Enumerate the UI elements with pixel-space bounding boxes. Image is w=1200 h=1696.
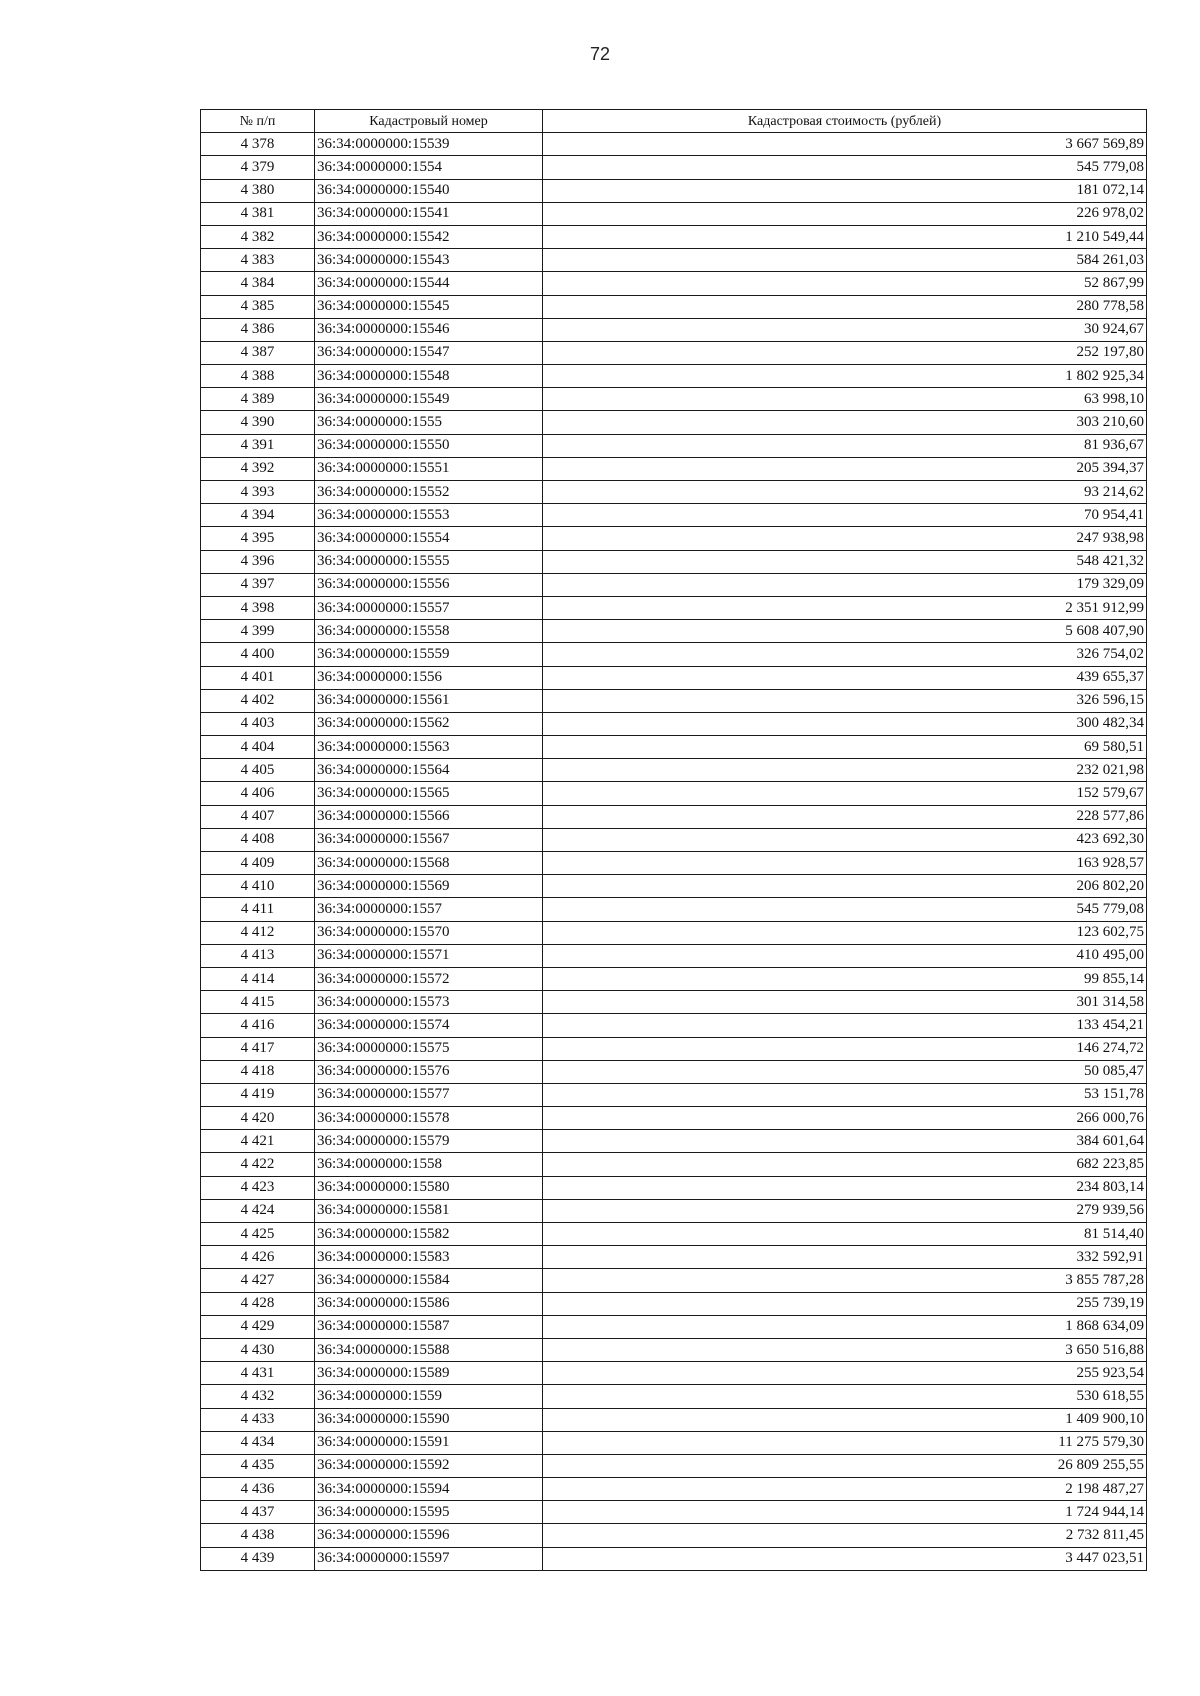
cadastral-number-cell: 36:34:0000000:15591 [315,1431,543,1454]
row-number-cell: 4 389 [201,388,315,411]
cadastral-value-cell: 3 667 569,89 [543,133,1147,156]
cadastral-value-cell: 69 580,51 [543,736,1147,759]
table-row [201,573,1147,596]
table-row [201,1315,1147,1338]
table-row [201,411,1147,434]
row-number-cell: 4 380 [201,179,315,202]
table-row [201,434,1147,457]
cadastral-value-cell: 410 495,00 [543,944,1147,967]
table-row [201,481,1147,504]
table-row [201,1501,1147,1524]
cadastral-number-cell: 36:34:0000000:15594 [315,1478,543,1501]
row-number-cell: 4 387 [201,341,315,364]
cadastral-number-cell: 36:34:0000000:15571 [315,944,543,967]
table-row [201,550,1147,573]
table-row [201,341,1147,364]
cadastral-value-cell: 5 608 407,90 [543,620,1147,643]
cadastral-number-cell: 36:34:0000000:15572 [315,967,543,990]
table-row [201,249,1147,272]
page-number: 72 [589,44,611,64]
table-row [201,1130,1147,1153]
row-number-cell: 4 432 [201,1385,315,1408]
cadastral-value-cell: 247 938,98 [543,527,1147,550]
table-row [201,179,1147,202]
cadastral-number-cell: 36:34:0000000:15578 [315,1107,543,1130]
table-row [201,133,1147,156]
table-row [201,272,1147,295]
cadastral-value-cell: 99 855,14 [543,967,1147,990]
cadastral-number-cell: 36:34:0000000:15580 [315,1176,543,1199]
cadastral-number-cell: 36:34:0000000:1554 [315,156,543,179]
table-row [201,156,1147,179]
table-row [201,225,1147,248]
row-number-cell: 4 405 [201,759,315,782]
cadastral-value-cell: 1 724 944,14 [543,1501,1147,1524]
cadastral-number-cell: 36:34:0000000:15576 [315,1060,543,1083]
table-row [201,1107,1147,1130]
cadastral-number-cell: 36:34:0000000:15584 [315,1269,543,1292]
cadastral-value-cell: 53 151,78 [543,1083,1147,1106]
row-number-cell: 4 419 [201,1083,315,1106]
cadastral-number-cell: 36:34:0000000:15559 [315,643,543,666]
row-number-cell: 4 424 [201,1199,315,1222]
cadastral-value-cell: 332 592,91 [543,1246,1147,1269]
cadastral-number-cell: 36:34:0000000:15545 [315,295,543,318]
cadastral-value-cell: 1 868 634,09 [543,1315,1147,1338]
cadastral-number-cell: 36:34:0000000:15579 [315,1130,543,1153]
table-row [201,1408,1147,1431]
cadastral-value-cell: 326 596,15 [543,689,1147,712]
row-number-cell: 4 427 [201,1269,315,1292]
row-number-cell: 4 416 [201,1014,315,1037]
cadastral-value-cell: 384 601,64 [543,1130,1147,1153]
cadastral-number-cell: 36:34:0000000:15595 [315,1501,543,1524]
cadastral-value-cell: 226 978,02 [543,202,1147,225]
cadastral-value-cell: 93 214,62 [543,481,1147,504]
table-row [201,828,1147,851]
cadastral-number-cell: 36:34:0000000:15540 [315,179,543,202]
cadastral-number-cell: 36:34:0000000:15563 [315,736,543,759]
cadastral-value-cell: 228 577,86 [543,805,1147,828]
row-number-cell: 4 429 [201,1315,315,1338]
cadastral-number-cell: 36:34:0000000:1555 [315,411,543,434]
row-number-cell: 4 430 [201,1338,315,1361]
cadastral-number-cell: 36:34:0000000:15557 [315,596,543,619]
cadastral-number-cell: 36:34:0000000:15596 [315,1524,543,1547]
table-row [201,527,1147,550]
cadastral-value-cell: 232 021,98 [543,759,1147,782]
cadastral-number-cell: 36:34:0000000:15586 [315,1292,543,1315]
row-number-cell: 4 399 [201,620,315,643]
table-row [201,1199,1147,1222]
table-body [201,133,1147,1571]
cadastral-value-cell: 303 210,60 [543,411,1147,434]
cadastral-number-cell: 36:34:0000000:15547 [315,341,543,364]
cadastral-number-cell: 36:34:0000000:15566 [315,805,543,828]
row-number-cell: 4 390 [201,411,315,434]
cadastral-number-cell: 36:34:0000000:15553 [315,504,543,527]
cadastral-value-table [200,109,1147,1571]
row-number-cell: 4 383 [201,249,315,272]
cadastral-value-cell: 584 261,03 [543,249,1147,272]
row-number-cell: 4 394 [201,504,315,527]
cadastral-value-cell: 279 939,56 [543,1199,1147,1222]
row-number-cell: 4 388 [201,365,315,388]
cadastral-value-cell: 133 454,21 [543,1014,1147,1037]
table-row [201,1454,1147,1477]
row-number-cell: 4 423 [201,1176,315,1199]
row-number-cell: 4 410 [201,875,315,898]
cadastral-value-cell: 252 197,80 [543,341,1147,364]
cadastral-number-cell: 36:34:0000000:15556 [315,573,543,596]
cadastral-number-cell: 36:34:0000000:15562 [315,712,543,735]
row-number-cell: 4 439 [201,1547,315,1570]
table-row [201,1246,1147,1269]
row-number-cell: 4 425 [201,1223,315,1246]
cadastral-value-cell: 146 274,72 [543,1037,1147,1060]
cadastral-value-cell: 81 936,67 [543,434,1147,457]
table-row [201,1223,1147,1246]
cadastral-value-cell: 545 779,08 [543,898,1147,921]
cadastral-value-cell: 280 778,58 [543,295,1147,318]
row-number-cell: 4 402 [201,689,315,712]
table-row [201,365,1147,388]
table-row [201,596,1147,619]
cadastral-value-cell: 179 329,09 [543,573,1147,596]
row-number-cell: 4 398 [201,596,315,619]
table-row [201,1083,1147,1106]
row-number-cell: 4 391 [201,434,315,457]
table-row [201,1153,1147,1176]
cadastral-number-cell: 36:34:0000000:15588 [315,1338,543,1361]
cadastral-number-cell: 36:34:0000000:15561 [315,689,543,712]
table-row [201,1338,1147,1361]
cadastral-number-cell: 36:34:0000000:15581 [315,1199,543,1222]
table-row [201,875,1147,898]
table-row [201,1362,1147,1385]
row-number-cell: 4 414 [201,967,315,990]
cadastral-number-cell: 36:34:0000000:15567 [315,828,543,851]
cadastral-value-cell: 3 447 023,51 [543,1547,1147,1570]
row-number-cell: 4 418 [201,1060,315,1083]
table-row [201,1431,1147,1454]
row-number-cell: 4 407 [201,805,315,828]
table-row [201,504,1147,527]
cadastral-value-cell: 206 802,20 [543,875,1147,898]
row-number-cell: 4 408 [201,828,315,851]
table-row [201,1037,1147,1060]
cadastral-number-cell: 36:34:0000000:15552 [315,481,543,504]
row-number-cell: 4 417 [201,1037,315,1060]
table-row [201,666,1147,689]
cadastral-value-cell: 300 482,34 [543,712,1147,735]
cadastral-number-cell: 36:34:0000000:15573 [315,991,543,1014]
row-number-cell: 4 403 [201,712,315,735]
cadastral-number-cell: 36:34:0000000:1557 [315,898,543,921]
table-row [201,620,1147,643]
row-number-cell: 4 438 [201,1524,315,1547]
cadastral-number-cell: 36:34:0000000:15582 [315,1223,543,1246]
table-row [201,991,1147,1014]
cadastral-number-cell: 36:34:0000000:1556 [315,666,543,689]
cadastral-value-cell: 63 998,10 [543,388,1147,411]
table-row [201,643,1147,666]
row-number-cell: 4 378 [201,133,315,156]
table-row [201,1014,1147,1037]
cadastral-number-cell: 36:34:0000000:15548 [315,365,543,388]
cadastral-number-cell: 36:34:0000000:15574 [315,1014,543,1037]
row-number-cell: 4 392 [201,457,315,480]
cadastral-number-cell: 36:34:0000000:15577 [315,1083,543,1106]
row-number-cell: 4 436 [201,1478,315,1501]
row-number-cell: 4 393 [201,481,315,504]
cadastral-number-cell: 36:34:0000000:15546 [315,318,543,341]
cadastral-number-cell: 36:34:0000000:15597 [315,1547,543,1570]
table-row [201,944,1147,967]
cadastral-number-cell: 36:34:0000000:15583 [315,1246,543,1269]
row-number-cell: 4 437 [201,1501,315,1524]
table-row [201,1547,1147,1570]
table-row [201,202,1147,225]
cadastral-value-cell: 70 954,41 [543,504,1147,527]
row-number-cell: 4 409 [201,852,315,875]
cadastral-number-cell: 36:34:0000000:15550 [315,434,543,457]
row-number-cell: 4 420 [201,1107,315,1130]
table-row [201,689,1147,712]
table-row [201,782,1147,805]
table-row [201,759,1147,782]
table-row [201,852,1147,875]
table-row [201,1478,1147,1501]
cadastral-value-cell: 123 602,75 [543,921,1147,944]
table-row [201,1176,1147,1199]
row-number-cell: 4 411 [201,898,315,921]
cadastral-value-cell: 205 394,37 [543,457,1147,480]
cadastral-value-cell: 152 579,67 [543,782,1147,805]
cadastral-value-cell: 545 779,08 [543,156,1147,179]
cadastral-value-cell: 1 409 900,10 [543,1408,1147,1431]
cadastral-value-cell: 266 000,76 [543,1107,1147,1130]
cadastral-value-cell: 81 514,40 [543,1223,1147,1246]
row-number-cell: 4 426 [201,1246,315,1269]
cadastral-number-cell: 36:34:0000000:15570 [315,921,543,944]
cadastral-value-cell: 548 421,32 [543,550,1147,573]
row-number-cell: 4 386 [201,318,315,341]
cadastral-value-cell: 423 692,30 [543,828,1147,851]
cadastral-value-cell: 3 855 787,28 [543,1269,1147,1292]
cadastral-value-cell: 255 739,19 [543,1292,1147,1315]
table-row [201,898,1147,921]
cadastral-number-cell: 36:34:0000000:15543 [315,249,543,272]
row-number-cell: 4 421 [201,1130,315,1153]
row-number-cell: 4 397 [201,573,315,596]
cadastral-value-cell: 1 802 925,34 [543,365,1147,388]
row-number-cell: 4 400 [201,643,315,666]
cadastral-number-cell: 36:34:0000000:15575 [315,1037,543,1060]
table-row [201,1269,1147,1292]
cadastral-number-cell: 36:34:0000000:15541 [315,202,543,225]
cadastral-value-cell: 2 198 487,27 [543,1478,1147,1501]
row-number-cell: 4 422 [201,1153,315,1176]
cadastral-value-cell: 163 928,57 [543,852,1147,875]
table-row [201,967,1147,990]
header-row [201,110,1147,133]
row-number-cell: 4 385 [201,295,315,318]
cadastral-number-cell: 36:34:0000000:15544 [315,272,543,295]
row-number-cell: 4 382 [201,225,315,248]
cadastral-value-cell: 255 923,54 [543,1362,1147,1385]
cadastral-value-cell: 439 655,37 [543,666,1147,689]
cadastral-value-cell: 301 314,58 [543,991,1147,1014]
row-number-cell: 4 433 [201,1408,315,1431]
table-row [201,1385,1147,1408]
table-row [201,1060,1147,1083]
row-number-cell: 4 434 [201,1431,315,1454]
cadastral-number-cell: 36:34:0000000:15558 [315,620,543,643]
cadastral-value-cell: 181 072,14 [543,179,1147,202]
cadastral-value-cell: 50 085,47 [543,1060,1147,1083]
cadastral-value-cell: 682 223,85 [543,1153,1147,1176]
cadastral-number-cell: 36:34:0000000:15587 [315,1315,543,1338]
row-number-cell: 4 381 [201,202,315,225]
cadastral-number-cell: 36:34:0000000:15549 [315,388,543,411]
row-number-cell: 4 412 [201,921,315,944]
cadastral-value-cell: 30 924,67 [543,318,1147,341]
cadastral-number-cell: 36:34:0000000:15565 [315,782,543,805]
row-number-cell: 4 395 [201,527,315,550]
cadastral-number-cell: 36:34:0000000:15564 [315,759,543,782]
cadastral-number-cell: 36:34:0000000:1558 [315,1153,543,1176]
cadastral-value-cell: 234 803,14 [543,1176,1147,1199]
cadastral-number-cell: 36:34:0000000:15542 [315,225,543,248]
row-number-cell: 4 431 [201,1362,315,1385]
table-row [201,1524,1147,1547]
cadastral-value-cell: 326 754,02 [543,643,1147,666]
cadastral-number-cell: 36:34:0000000:15539 [315,133,543,156]
row-number-cell: 4 384 [201,272,315,295]
header-row-number: № п/п [201,110,315,133]
cadastral-value-cell: 2 351 912,99 [543,596,1147,619]
cadastral-value-cell: 3 650 516,88 [543,1338,1147,1361]
row-number-cell: 4 404 [201,736,315,759]
table-row [201,921,1147,944]
row-number-cell: 4 428 [201,1292,315,1315]
cadastral-value-cell: 1 210 549,44 [543,225,1147,248]
header-cadastral-value: Кадастровая стоимость (рублей) [543,110,1147,133]
table-header [201,110,1147,133]
table-row [201,1292,1147,1315]
cadastral-value-cell: 2 732 811,45 [543,1524,1147,1547]
table-row [201,736,1147,759]
cadastral-value-cell: 52 867,99 [543,272,1147,295]
row-number-cell: 4 435 [201,1454,315,1477]
table-row [201,388,1147,411]
cadastral-number-cell: 36:34:0000000:15589 [315,1362,543,1385]
header-cadastral-number: Кадастровый номер [315,110,543,133]
table-row [201,457,1147,480]
table-row [201,295,1147,318]
row-number-cell: 4 415 [201,991,315,1014]
cadastral-number-cell: 36:34:0000000:1559 [315,1385,543,1408]
row-number-cell: 4 413 [201,944,315,967]
row-number-cell: 4 401 [201,666,315,689]
cadastral-number-cell: 36:34:0000000:15551 [315,457,543,480]
row-number-cell: 4 396 [201,550,315,573]
cadastral-value-cell: 11 275 579,30 [543,1431,1147,1454]
row-number-cell: 4 406 [201,782,315,805]
cadastral-value-cell: 26 809 255,55 [543,1454,1147,1477]
table-row [201,712,1147,735]
cadastral-number-cell: 36:34:0000000:15569 [315,875,543,898]
cadastral-number-cell: 36:34:0000000:15555 [315,550,543,573]
cadastral-number-cell: 36:34:0000000:15568 [315,852,543,875]
cadastral-number-cell: 36:34:0000000:15554 [315,527,543,550]
row-number-cell: 4 379 [201,156,315,179]
cadastral-value-cell: 530 618,55 [543,1385,1147,1408]
cadastral-number-cell: 36:34:0000000:15590 [315,1408,543,1431]
cadastral-number-cell: 36:34:0000000:15592 [315,1454,543,1477]
table-row [201,318,1147,341]
table-row [201,805,1147,828]
